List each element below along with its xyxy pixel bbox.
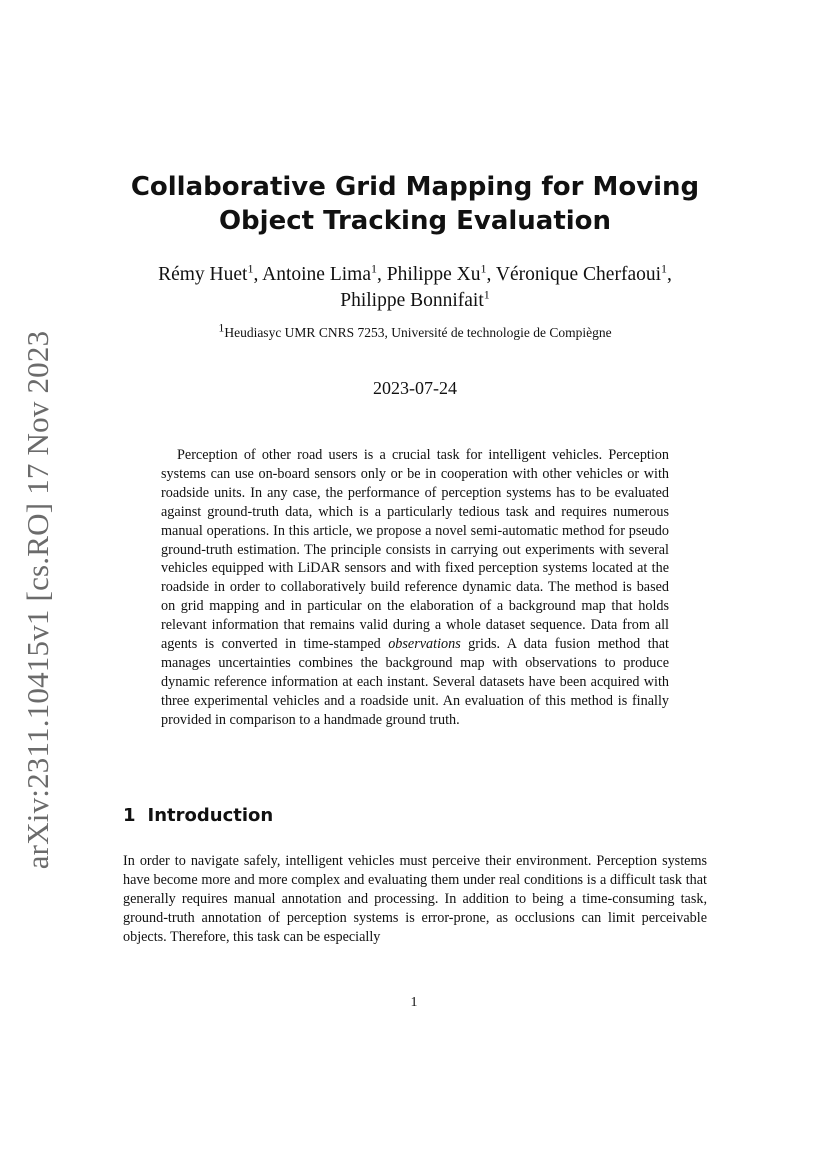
abstract-emphasis: observations	[388, 636, 461, 653]
author-affiliation-mark: 1	[371, 261, 377, 276]
abstract	[161, 446, 669, 730]
author-separator: ,	[667, 264, 672, 285]
abstract-text-part-2: grids. A data fusion method that manages uncertainties combines the background map with observations to produce dynamic reference information at each instant. Several datasets have been acquired with three experimental vehicles and a roadside unit. An evaluation of this method is finally provided in comparison to a handmade ground truth.	[161, 636, 670, 728]
author-name: Antoine Lima	[262, 264, 371, 285]
author-affiliation-mark: 1	[247, 261, 254, 276]
author-separator: ,	[377, 264, 387, 285]
section-title: Introduction	[147, 805, 274, 826]
affiliation-mark: 1	[218, 320, 225, 335]
abstract-text-part-1: Perception of other road users is a crucial task for intelligent vehicles. Perception systems can use on-board sensors only or be in cooperation with other vehicles or with roadside units. In any case, the performance of perception systems has to be evaluated against ground-truth data, which is a particularly tedious task and requires numerous manual operations. In this article, we propose a novel semi-automatic method for pseudo ground-truth estimation. The principle consists in carrying out experiments with several vehicles equipped with LiDAR sensors and with fixed perception systems located at the roadside in order to collaboratively build reference dynamic data. The method is based on grid mapping and in particular on the elaboration of a background map that holds relevant information that remains valid during a whole dataset sequence. Data from all agents is converted in time-stamped	[161, 447, 669, 653]
section-number: 1	[123, 805, 136, 826]
author-line-2	[90, 288, 740, 314]
author-name: Philippe Xu	[386, 264, 481, 285]
author-name: Rémy Huet	[158, 264, 248, 285]
author-line-1	[90, 262, 740, 288]
author-affiliation-mark: 1	[480, 261, 487, 276]
arxiv-stamp: arXiv:2311.10415v1 [cs.RO] 17 Nov 2023	[20, 330, 55, 870]
paper-date: 2023-07-24	[373, 378, 457, 398]
author-separator: ,	[253, 264, 263, 285]
affiliation	[90, 320, 740, 343]
title-line-2: Object Tracking Evaluation	[218, 206, 612, 236]
author-affiliation-mark: 1	[483, 287, 490, 302]
author-list	[90, 262, 740, 314]
title-line-1: Collaborative Grid Mapping for Moving	[130, 172, 700, 202]
affiliation-text: Heudiasyc UMR CNRS 7253, Université de technologie de Compiègne	[224, 325, 612, 340]
introduction-paragraph: In order to navigate safely, intelligent vehicles must perceive their environment. Perception systems have become more and more complex and evaluating them under real conditions is a difficult task that generally requires manual annotation and processing. In addition to being a time-consuming task, ground-truth annotation of perception systems is error-prone, as occlusions can limit perceivable objects. Therefore, this task can be especially	[123, 853, 707, 945]
paper-title	[110, 170, 720, 238]
author-name: Philippe Bonnifait	[340, 290, 484, 311]
page-number: 1	[410, 995, 418, 1010]
author-separator: ,	[486, 264, 496, 285]
author-affiliation-mark: 1	[661, 261, 668, 276]
author-name: Véronique Cherfaoui	[495, 264, 662, 285]
section-heading-introduction	[123, 804, 273, 828]
